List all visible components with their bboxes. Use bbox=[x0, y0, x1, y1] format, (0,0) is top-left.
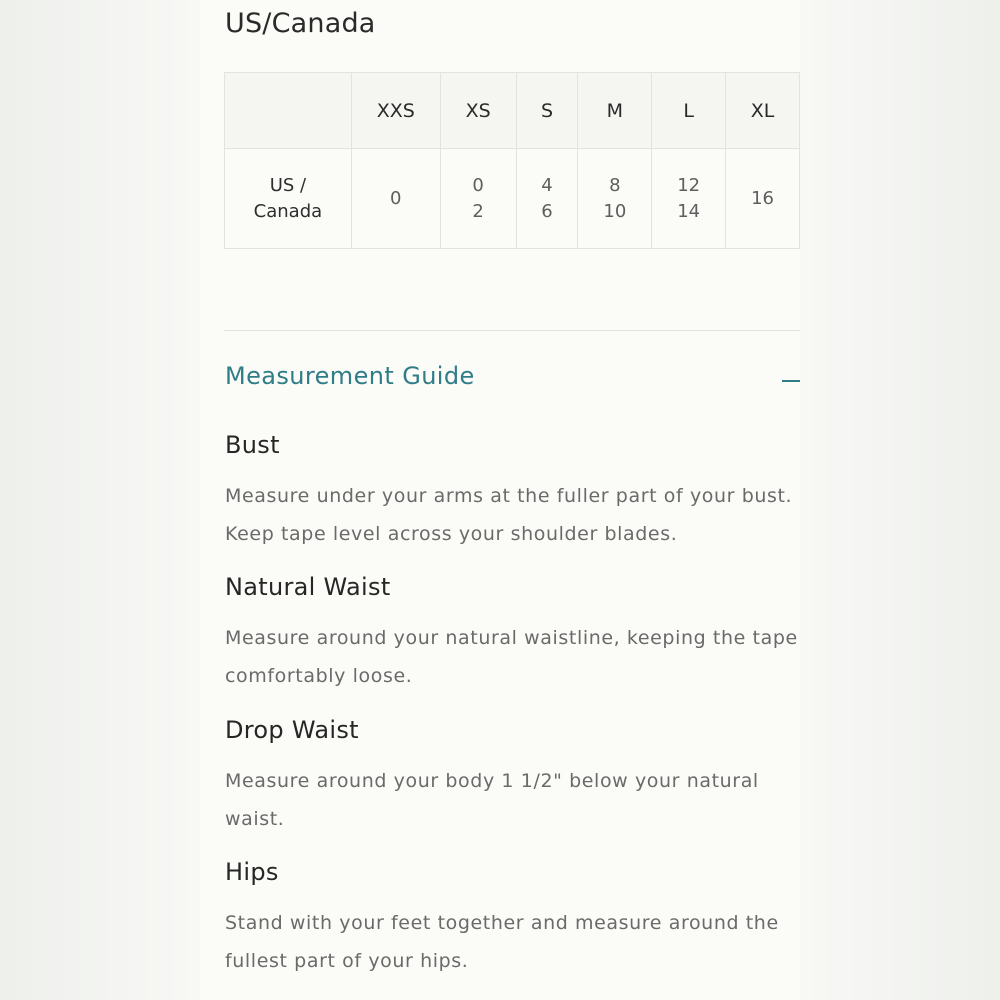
column-header-l: L bbox=[652, 73, 726, 149]
size-value: 6 bbox=[541, 200, 553, 222]
size-table bbox=[224, 72, 800, 249]
size-cell-s bbox=[516, 149, 578, 249]
guide-section-drop-waist bbox=[225, 716, 800, 838]
background-right bbox=[800, 0, 1000, 1000]
column-header-s: S bbox=[516, 73, 578, 149]
size-value: 4 bbox=[541, 174, 553, 196]
size-cell-m bbox=[578, 149, 652, 249]
column-header-m: M bbox=[578, 73, 652, 149]
size-value: 12 bbox=[677, 174, 701, 196]
guide-section-title: Hips bbox=[225, 858, 279, 886]
guide-section-text: Measure around your natural waistline, keeping the tape comfortably loose. bbox=[225, 627, 798, 687]
size-value: 2 bbox=[472, 200, 484, 222]
table-row bbox=[225, 149, 800, 249]
guide-section-title: Drop Waist bbox=[225, 716, 359, 744]
size-value: 16 bbox=[751, 187, 774, 209]
row-label-line: US / bbox=[269, 174, 307, 196]
row-label-us-canada bbox=[225, 149, 352, 249]
guide-section-bust bbox=[225, 431, 800, 553]
size-cell-xs bbox=[440, 149, 516, 249]
background-left bbox=[0, 0, 200, 1000]
guide-section-text: Measure under your arms at the fuller part of your bust. Keep tape level across your shoulder blades. bbox=[225, 485, 793, 545]
section-divider bbox=[224, 330, 800, 331]
measurement-guide-title[interactable]: Measurement Guide bbox=[225, 362, 475, 390]
guide-section-title: Natural Waist bbox=[225, 573, 391, 601]
size-cell-xl bbox=[726, 149, 800, 249]
size-value: 10 bbox=[603, 200, 627, 222]
size-value: 8 bbox=[609, 174, 621, 196]
table-header-row bbox=[225, 73, 800, 149]
row-label-line: Canada bbox=[253, 200, 323, 222]
size-guide-panel bbox=[200, 0, 800, 1000]
table-corner-cell bbox=[225, 73, 352, 149]
measurement-guide-toggle[interactable] bbox=[224, 362, 800, 402]
size-value: 0 bbox=[390, 187, 402, 209]
size-cell-xxs bbox=[351, 149, 440, 249]
guide-section-text: Measure around your body 1 1/2" below your natural waist. bbox=[225, 770, 759, 830]
column-header-xs: XS bbox=[440, 73, 516, 149]
guide-section-title: Bust bbox=[225, 431, 280, 459]
guide-section-hips bbox=[225, 858, 800, 980]
guide-section-natural-waist bbox=[225, 573, 800, 695]
size-value: 0 bbox=[472, 174, 484, 196]
column-header-xxs: XXS bbox=[351, 73, 440, 149]
guide-section-text: Stand with your feet together and measure around the fullest part of your hips. bbox=[225, 912, 779, 972]
size-value: 14 bbox=[677, 200, 701, 222]
column-header-xl: XL bbox=[726, 73, 800, 149]
minus-icon[interactable] bbox=[782, 380, 800, 382]
region-heading: US/Canada bbox=[225, 8, 376, 39]
size-cell-l bbox=[652, 149, 726, 249]
